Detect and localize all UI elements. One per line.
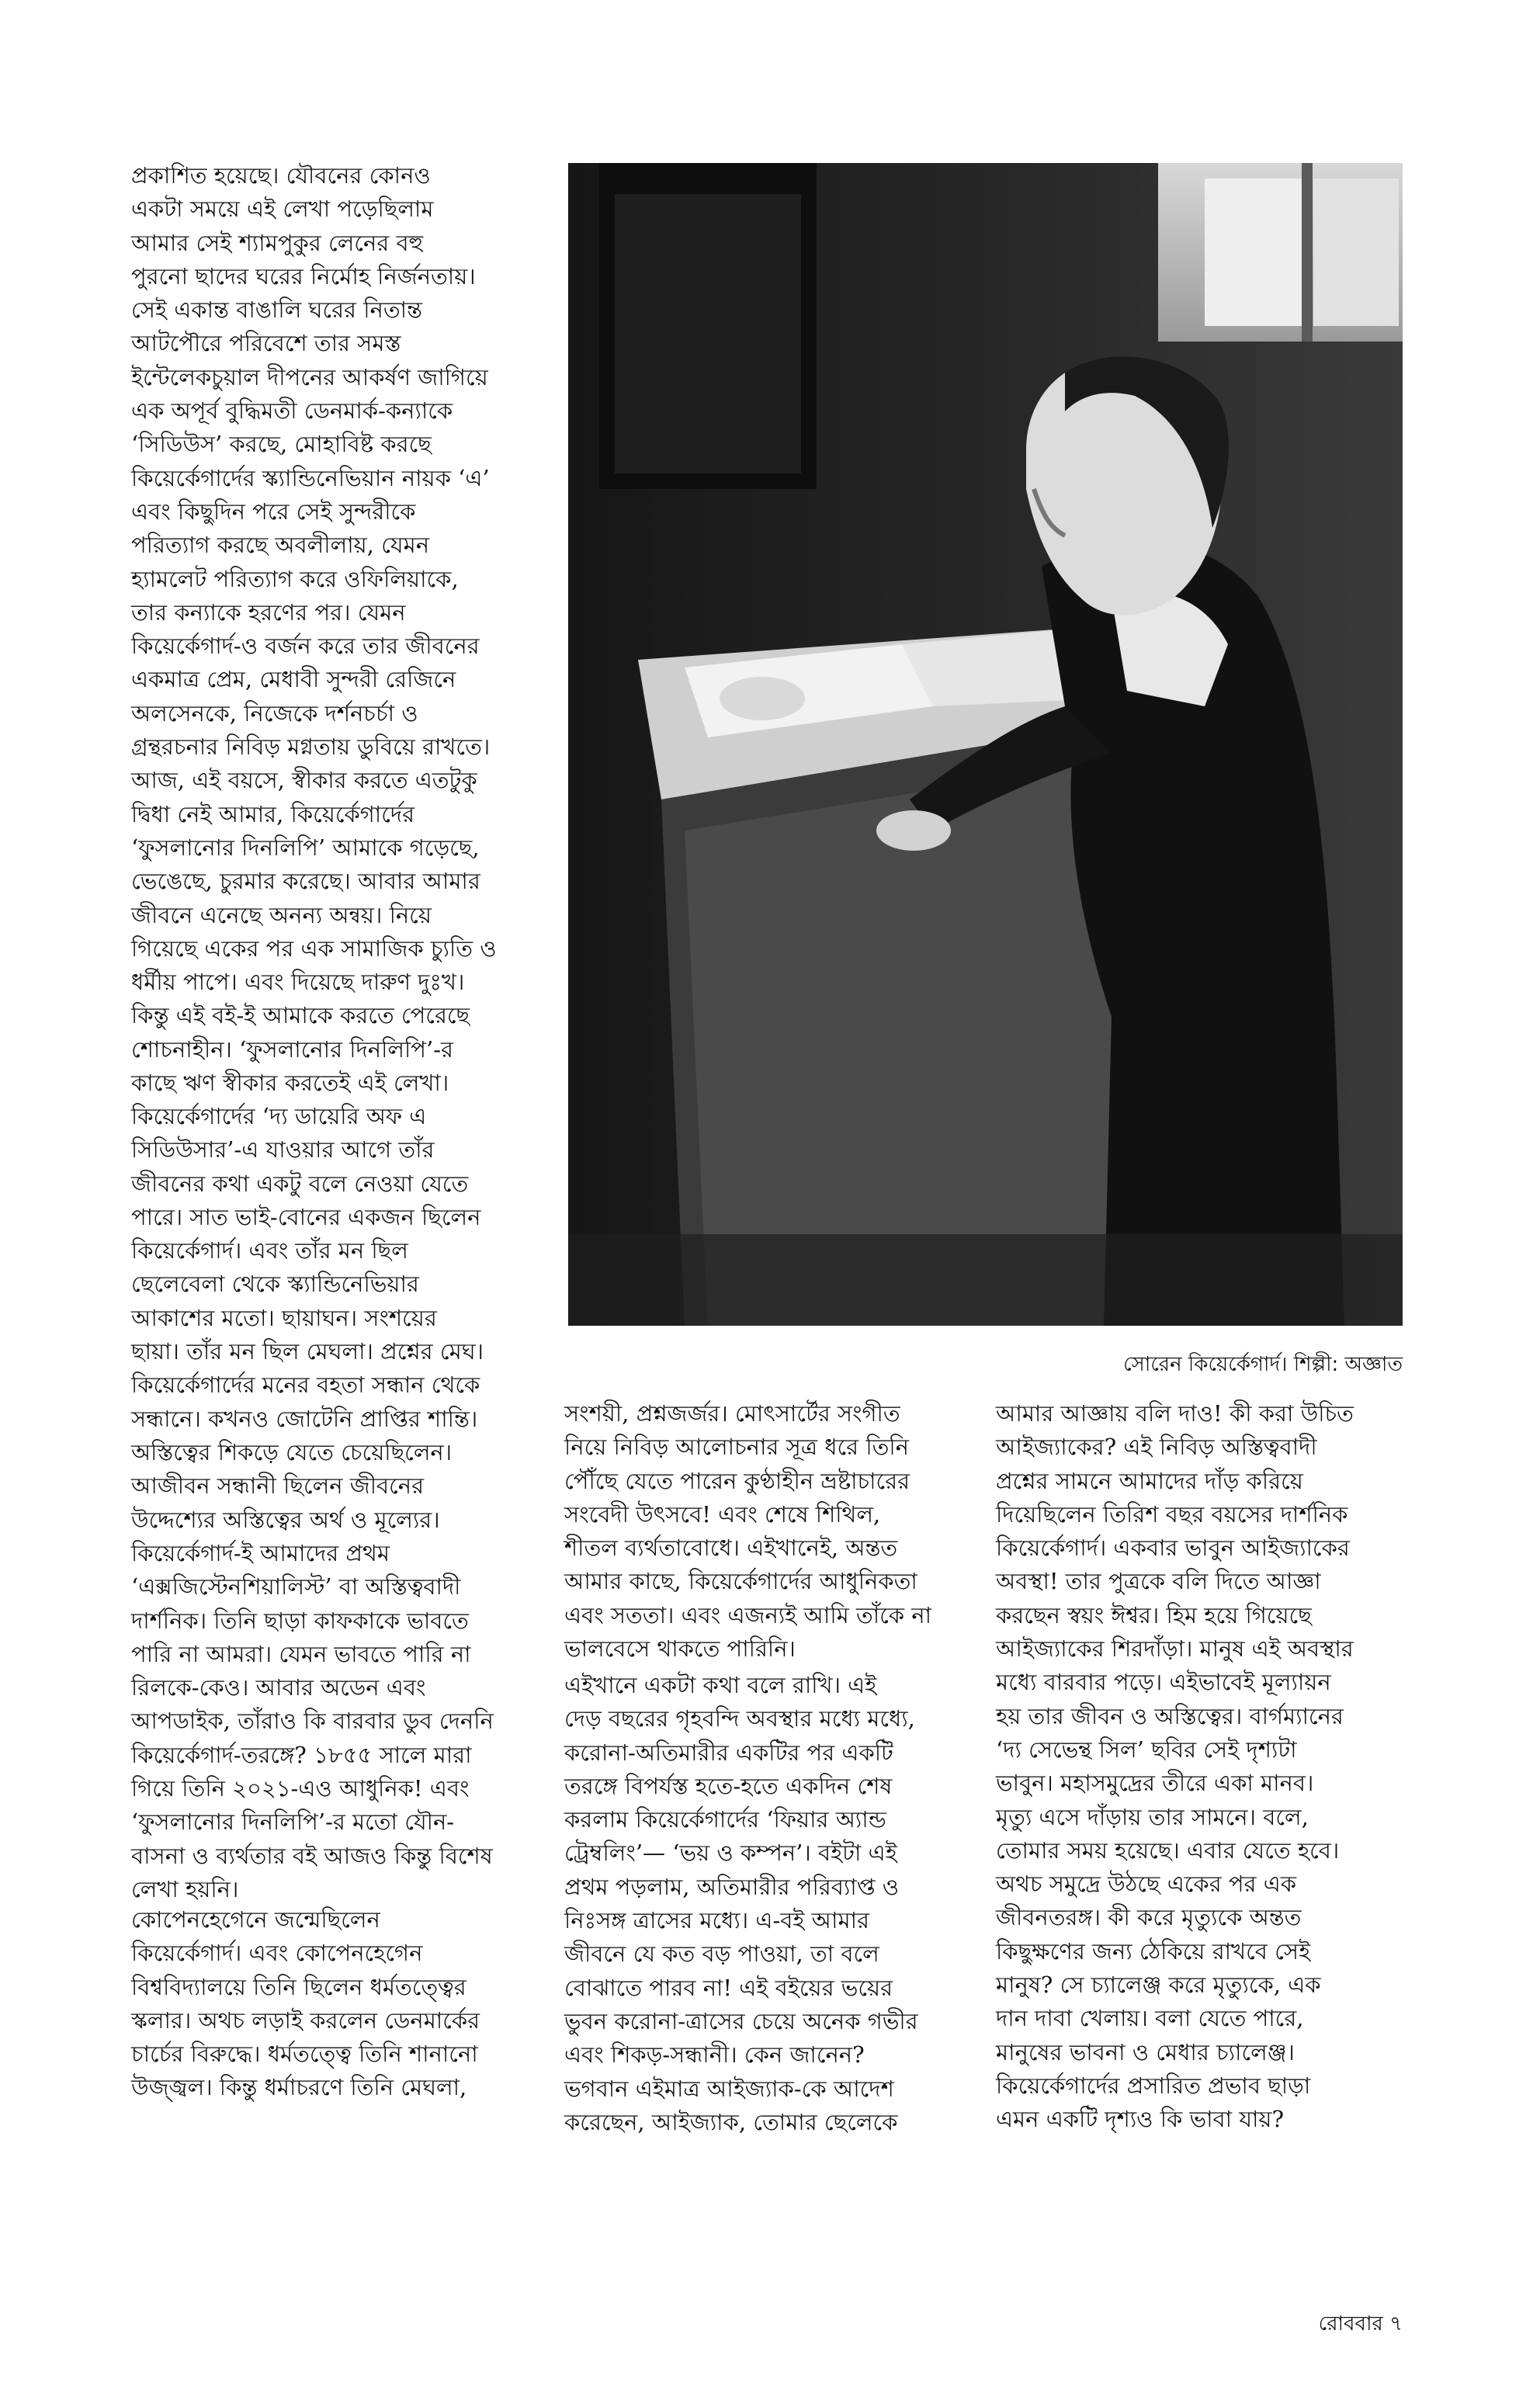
middle-paragraph-1: সংশয়ী, প্রশ্নজর্জর। মোৎসার্টের সংগীত নিয়ে নিবিড় আলোচনার সূত্র ধরে তিনি পৌঁছে যেতে পারেন কুণ্ঠাহীন ভ্রষ্টাচারের সংবেদী উৎসবে! এবং শেষে শিথিল, শীতল ব্যর্থতাবোধে। এইখানেই, অন্তত আমার কাছে, কিয়ের্কেগার্দের আধুনিকতা এবং সততা। এবং এজন্যই আমি তাঁকে না ভালবেসে থাকতে পারিনি। [564, 1400, 932, 1663]
portrait-illustration [568, 163, 1403, 1326]
left-paragraph-3: কিয়ের্কেগার্দ-ই আমাদের প্রথম ‘এক্সজিস্টেনশিয়ালিস্ট’ বা অস্তিত্ববাদী দার্শনিক। তিনি ছাড়া কাফকাকে ভাবতে পারি না আমরা। যেমন ভাবতে পারি না রিলকে-কেও। আবার অডেন এবং আপডাইক, তাঁরাও কি বারবার ডুব দেননি কিয়ের্কেগার্দ-তরঙ্গে? ১৮৫৫ সালে মারা গিয়ে তিনি ২০২১-এও আধুনিক! এবং ‘ফুসলানোর দিনলিপি’-র মতো যৌন- বাসনা ও ব্যর্থতার বই আজও কিন্তু বিশেষ লেখা হয়নি। [131, 1540, 494, 1902]
page-folio: রোববার ৭ [1318, 2312, 1403, 2336]
middle-paragraph-2: এইখানে একটা কথা বলে রাখি। এই দেড় বছরের গৃহবন্দি অবস্থার মধ্যে মধ্যে, করোনা-অতিমারীর একটির পর একটি তরঙ্গে বিপর্যস্ত হতে-হতে একদিন শেষ করলাম কিয়ের্কেগার্দের ‘ফিয়ার অ্যান্ড ট্রেম্বলিং’— ‘ভয় ও কম্পন’। বইটা এই প্রথম পড়লাম, অতিমারীর পরিব্যাপ্ত ও নিঃসঙ্গ ত্রাসের মধ্যে। এ-বই আমার জীবনে যে কত বড় পাওয়া, তা বলে বোঝাতে পারব না! এই বইয়ের ভয়ের ভুবন করোনা-ত্রাসের চেয়ে অনেক গভীর এবং শিকড়-সন্ধানী। কেন জানেন? ভগবান এইমাত্র আইজ্যাক-কে আদেশ করেছেন, আইজ্যাক, তোমার ছেলেকে [564, 1672, 918, 2135]
left-paragraph-1: প্রকাশিত হয়েছে। যৌবনের কোনও একটা সময়ে এই লেখা পড়েছিলাম আমার সেই শ্যামপুকুর লেনের বহু পুরনো ছাদের ঘরের নির্মোহ নির্জনতায়। সেই একান্ত বাঙালি ঘরের নিতান্ত আটপৌরে পরিবেশে তার সমস্ত ইন্টেলেকচুয়াল দীপনের আকর্ষণ জাগিয়ে এক অপূর্ব বুদ্ধিমতী ডেনমার্ক-কন্যাকে ‘সিডিউস’ করছে, মোহাবিষ্ট করছে কিয়ের্কেগার্দের স্ক্যান্ডিনেভিয়ান নায়ক ‘এ’ এবং কিছুদিন পরে সেই সুন্দরীকে পরিত্যাগ করছে অবলীলায়, যেমন হ্যামলেট পরিত্যাগ করে ওফিলিয়াকে, তার কন্যাকে হরণের পর। যেমন কিয়ের্কেগার্দ-ও বর্জন করে তার জীবনের একমাত্র প্রেম, মেধাবী সুন্দরী রেজিনে অলসেনকে, নিজেকে দর্শনচর্চা ও গ্রন্থরচনার নিবিড় মগ্নতায় ডুবিয়ে রাখতে। আজ, এই বয়সে, স্বীকার করতে এতটুকু দ্বিধা নেই আমার, কিয়ের্কেগার্দের ‘ফুসলানোর দিনলিপি’ আমাকে গড়েছে, ভেঙেছে, চুরমার করেছে। আবার আমার জীবনে এনেছে অনন্য অন্বয়। নিয়ে গিয়েছে একের পর এক সামাজিক চ্যুতি ও ধর্মীয় পাপে। এবং দিয়েছে দারুণ দুঃখ। কিন্তু এই বই-ই আমাকে করতে পেরেছে শোচনাহীন। ‘ফুসলানোর দিনলিপি’-র কাছে ঋণ স্বীকার করতেই এই লেখা। [131, 162, 497, 1097]
left-paragraph-4: কোপেনহেগেনে জন্মেছিলেন কিয়ের্কেগার্দ। এবং কোপেনহেগেন বিশ্ববিদ্যালয়ে তিনি ছিলেন ধর্মতত্ত্বের স্কলার। অথচ লড়াই করলেন ডেনমার্কের চার্চের বিরুদ্ধে। ধর্মতত্ত্বে তিনি শানানো উজ্জ্বল। কিন্তু ধর্মাচরণে তিনি মেঘলা, [131, 1906, 480, 2101]
right-paragraph-1: আমার আজ্ঞায় বলি দাও! কী করা উচিত আইজ্যাকের? এই নিবিড় অস্তিত্ববাদী প্রশ্নের সামনে আমাদের দাঁড় করিয়ে দিয়েছিলেন তিরিশ বছর বয়সের দার্শনিক কিয়ের্কেগার্দ। একবার ভাবুন আইজ্যাকের অবস্থা! তার পুত্রকে বলি দিতে আজ্ঞা করছেন স্বয়ং ঈশ্বর। হিম হয়ে গিয়েছে আইজ্যাকের শিরদাঁড়া। মানুষ এই অবস্থার মধ্যে বারবার পড়ে। এইভাবেই মূল্যায়ন হয় তার জীবন ও অস্তিত্বের। বার্গম্যানের ‘দ্য সেভেন্থ সিল’ ছবির সেই দৃশ্যটা ভাবুন। মহাসমুদ্রের তীরে একা মানব। মৃত্যু এসে দাঁড়ায় তার সামনে। বলে, তোমার সময় হয়েছে। এবার যেতে হবে। অথচ সমুদ্রে উঠছে একের পর এক জীবনতরঙ্গ। কী করে মৃত্যুকে অন্তত কিছুক্ষণের জন্য ঠেকিয়ে রাখবে সেই মানুষ? সে চ্যালেঞ্জ করে মৃত্যুকে, এক দান দাবা খেলায়। বলা যেতে পারে, মানুষের ভাবনা ও মেধার চ্যালেঞ্জ। কিয়ের্কেগার্দের প্রসারিত প্রভাব ছাড়া এমন একটি দৃশ্যও কি ভাবা যায়? [996, 1400, 1354, 2133]
left-paragraph-2: কিয়ের্কেগার্দের ‘দ্য ডায়েরি অফ এ সিডিউসার’-এ যাওয়ার আগে তাঁর জীবনের কথা একটু বলে নেওয়া যেতে পারে। সাত ভাই-বোনের একজন ছিলেন কিয়ের্কেগার্দ। এবং তাঁর মন ছিল ছেলেবেলা থেকে স্ক্যান্ডিনেভিয়ার আকাশের মতো। ছায়াঘন। সংশয়ের ছায়া। তাঁর মন ছিল মেঘলা। প্রশ্নের মেঘ। কিয়ের্কেগার্দের মনের বহতা সন্ধান থেকে সন্ধানে। কখনও জোটেনি প্রাপ্তির শান্তি। অস্তিত্বের শিকড়ে যেতে চেয়েছিলেন। আজীবন সন্ধানী ছিলেন জীবনের উদ্দেশ্যের অস্তিত্বের অর্থ ও মূল্যের। [131, 1103, 484, 1533]
photo-caption: সোরেন কিয়ের্কেগার্দ। শিল্পী: অজ্ঞাত [1123, 1353, 1403, 1376]
portrait-photo [568, 163, 1403, 1326]
